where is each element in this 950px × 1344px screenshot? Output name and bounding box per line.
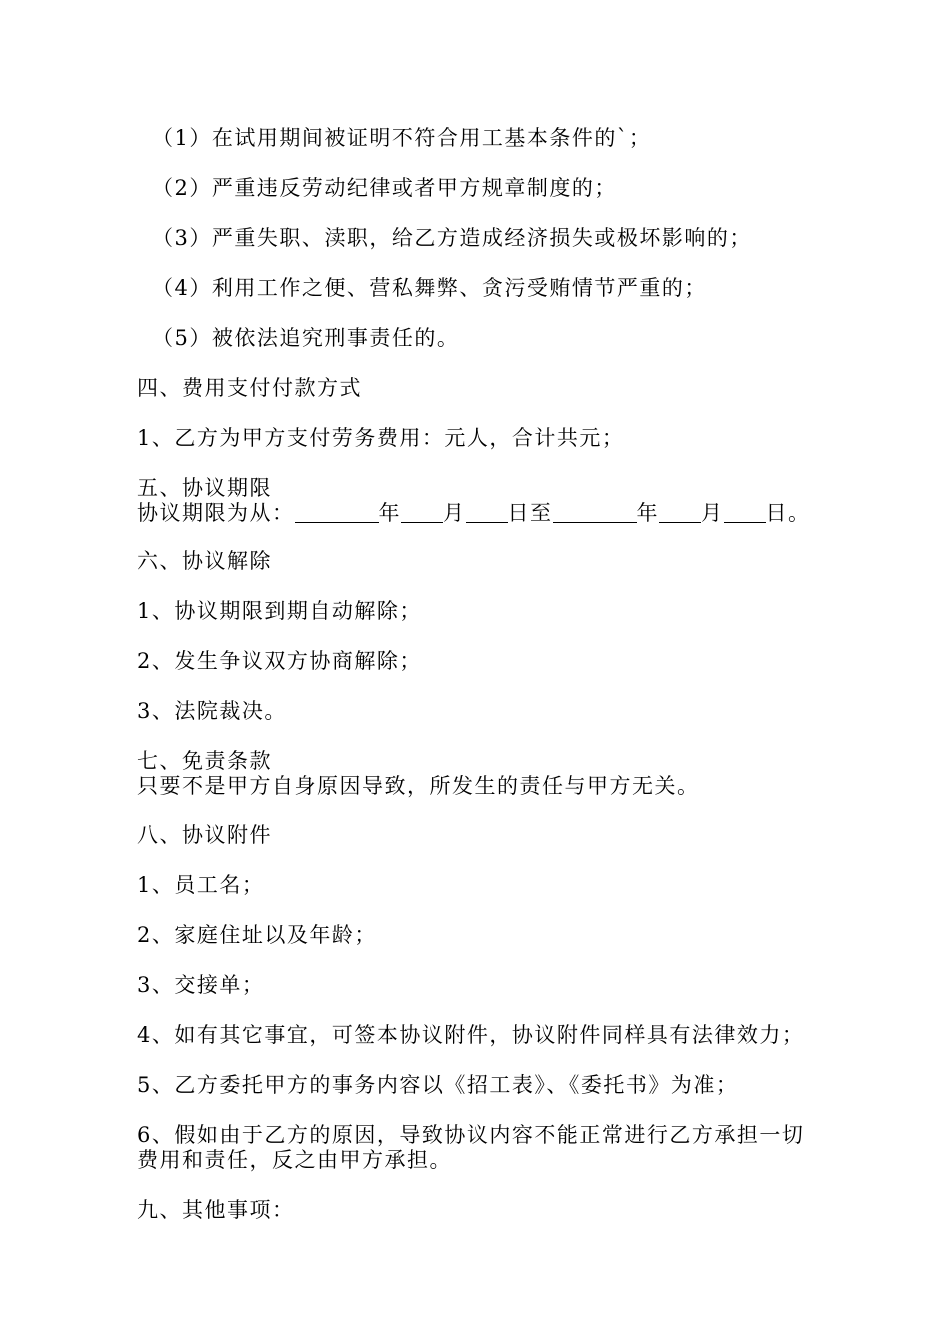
end-month-label: 月 <box>701 501 724 525</box>
section-8-paragraph-1: 1、员工名； <box>137 873 265 897</box>
clause-item-2: （2）严重违反劳动纪律或者甲方规章制度的； <box>152 176 617 200</box>
section-7-heading: 七、免责条款 <box>137 749 272 773</box>
agreement-term-line <box>137 500 811 526</box>
section-8-paragraph-6-line-2: 费用和责任，反之由甲方承担。 <box>137 1148 452 1172</box>
section-6-paragraph-3: 3、法院裁决。 <box>137 699 287 723</box>
clause-item-5: （5）被依法追究刑事责任的。 <box>152 326 460 350</box>
end-year-blank <box>553 502 637 523</box>
section-6-paragraph-2: 2、发生争议双方协商解除； <box>137 649 422 673</box>
section-7-paragraph-1: 只要不是甲方自身原因导致，所发生的责任与甲方无关。 <box>137 774 700 798</box>
term-prefix: 协议期限为从： <box>137 501 295 525</box>
start-month-blank <box>401 502 443 523</box>
start-month-label: 月 <box>443 501 466 525</box>
section-8-paragraph-3: 3、交接单； <box>137 973 265 997</box>
section-9-heading: 九、其他事项： <box>137 1198 295 1222</box>
section-8-heading: 八、协议附件 <box>137 823 272 847</box>
section-8-paragraph-5: 5、乙方委托甲方的事务内容以《招工表》、《委托书》为准； <box>137 1073 739 1097</box>
section-4-paragraph-1: 1、乙方为甲方支付劳务费用：元人，合计共元； <box>137 426 625 450</box>
end-year-label: 年 <box>636 501 659 525</box>
section-6-heading: 六、协议解除 <box>137 549 272 573</box>
clause-item-3: （3）严重失职、渎职，给乙方造成经济损失或极坏影响的； <box>152 226 752 250</box>
section-6-paragraph-1: 1、协议期限到期自动解除； <box>137 599 422 623</box>
section-8-paragraph-6-line-1: 6、假如由于乙方的原因，导致协议内容不能正常进行乙方承担一切 <box>137 1123 805 1147</box>
end-day-blank <box>724 502 766 523</box>
section-8-paragraph-2: 2、家庭住址以及年龄； <box>137 923 377 947</box>
start-year-blank <box>295 502 379 523</box>
end-day-label: 日。 <box>765 501 811 525</box>
end-month-blank <box>659 502 701 523</box>
section-4-heading: 四、费用支付付款方式 <box>137 376 362 400</box>
section-8-paragraph-4: 4、如有其它事宜，可签本协议附件，协议附件同样具有法律效力； <box>137 1023 805 1047</box>
start-year-label: 年 <box>378 501 401 525</box>
start-day-label: 日至 <box>507 501 553 525</box>
start-day-blank <box>466 502 508 523</box>
clause-item-4: （4）利用工作之便、营私舞弊、贪污受贿情节严重的； <box>152 276 707 300</box>
section-5-heading: 五、协议期限 <box>137 476 272 500</box>
clause-item-1: （1）在试用期间被证明不符合用工基本条件的`； <box>152 126 652 150</box>
